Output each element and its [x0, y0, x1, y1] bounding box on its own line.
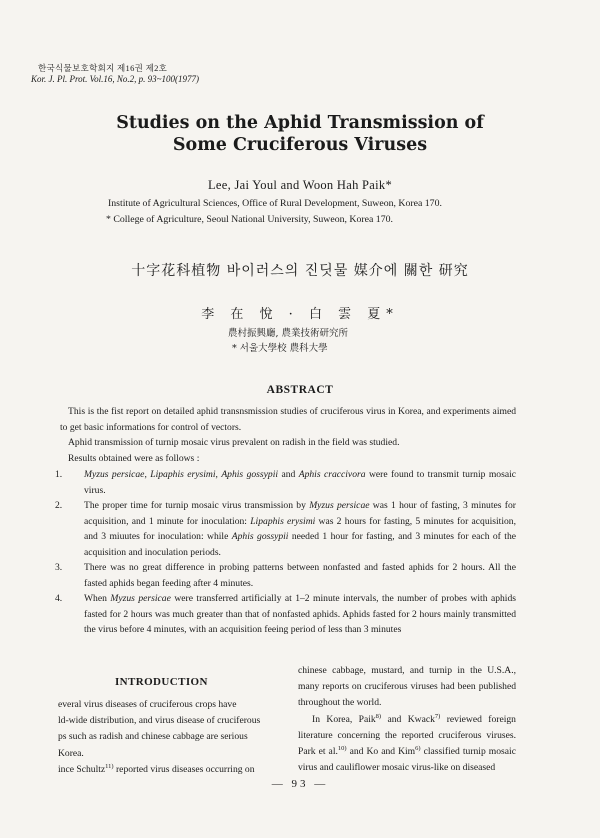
result-number: 2. [55, 500, 63, 511]
result-number: 1. [55, 469, 63, 480]
title-line-1: Studies on the Aphid Transmission of [116, 113, 484, 133]
text-segment: and Kwack [381, 713, 435, 725]
text-segment: There was no great difference in probing patterns between nonfasted and fasted aphids for 2 hours. All the fasted aphids began feeding after 4 minutes. [84, 562, 516, 589]
intro-left-line: ps such as radish and chinese cabbage are serious [58, 731, 248, 743]
text-segment: was 2 hours for fasting, 5 minutes for acquisition, and 3 miuutes for inoculation: while [84, 515, 516, 542]
intro-left-line: everal virus diseases of cruciferous crops have [58, 699, 237, 710]
journal-korean-header: 한국식물보호학회지 제16권 제2호 [38, 63, 168, 73]
page-number: — 93 — [271, 778, 329, 790]
text-segment: reported virus diseases occurring on [113, 763, 255, 775]
text-segment: The proper time for turnip mosaic virus transmission by [84, 500, 310, 511]
intro-left-column [58, 697, 280, 778]
intro-left-line: ld-wide distribution, and virus disease of cruciferous [58, 715, 261, 727]
species-name: Aphis craccivora [298, 469, 366, 480]
text-segment: In Korea, Paik [312, 713, 376, 725]
intro-left-line [58, 762, 280, 778]
citation-ref: 8) [375, 712, 382, 720]
affiliation-2: * College of Agriculture, Seoul National University, Suweon, Korea 170. [106, 214, 393, 225]
korean-authors: 李 在 悅 · 白 雲 夏* [201, 307, 399, 322]
citation-ref: 10) [337, 744, 347, 752]
intro-left-line: Korea. [58, 747, 84, 759]
affiliation-1: Institute of Agricultural Sciences, Office of Rural Development, Suweon, Korea 170. [108, 198, 442, 209]
text-segment: was 1 hour of fasting, 3 minutes for acquisition, and 1 minute for inoculation: [84, 500, 516, 527]
text-segment: were transferred artificially at 1–2 minute intervals, the number of probes with aphids fasted for 2 hours was much greater than that of nonfasted aphids. Aphids fasted for 2 hours mainly transmitted the virus before 4 minutes, with an acquisition feeing period of less than 3 minutes [84, 593, 517, 635]
species-name: Aphis gossypii [221, 469, 279, 480]
result-number: 3. [55, 562, 63, 573]
result-item-4 [55, 591, 516, 638]
result-number: 4. [55, 593, 63, 604]
species-name: Myzus persicae [84, 469, 145, 480]
result-item-1 [55, 467, 516, 498]
text-segment: ince Schultz [58, 763, 106, 775]
abstract-heading: ABSTRACT [266, 384, 334, 396]
introduction-heading: INTRODUCTION [115, 676, 208, 688]
korean-title: 十字花科植物 바이러스의 진딧물 媒介에 關한 研究 [131, 263, 469, 279]
journal-citation: Kor. J. Pl. Prot. Vol.16, No.2, p. 93~100(1977) [31, 74, 200, 84]
species-name: Myzus persicae [309, 500, 370, 511]
results-list [55, 467, 516, 638]
citation-ref: 6) [415, 744, 421, 752]
intro-right-paragraph-1: chinese cabbage, mustard, and turnip in the U.S.A., many reports on cruciferous viruses had been published throughout the world. [298, 665, 516, 709]
result-item-2 [55, 498, 516, 560]
text-segment: classified turnip mosaic virus and cauliflower mosaic virus-like on diseased [298, 746, 516, 774]
text-segment: When [84, 593, 111, 604]
species-name: Aphis gossypii [231, 531, 289, 542]
intro-right-column [298, 663, 516, 776]
abstract-paragraph-1: This is the fist report on detailed aphid transnsmission studies of cruciferous virus in Korea, and experiments aimed to get basic informations for control of vectors. [60, 406, 516, 433]
korean-affiliation-1: 農村振興廳, 農業技術研究所 [228, 328, 349, 339]
species-name: Lipaphis erysimi [150, 469, 216, 480]
result-item-3 [55, 560, 516, 591]
text-segment: and Ko and Kim [346, 746, 416, 758]
text-segment: , [215, 469, 222, 480]
text-segment: , [144, 469, 151, 480]
citation-ref: 7) [434, 712, 441, 720]
text-segment: and [278, 469, 299, 480]
species-name: Lipaphis erysimi [250, 515, 316, 527]
title-line-2: Some Cruciferous Viruses [172, 135, 428, 155]
paper-title [0, 112, 600, 156]
intro-right-paragraph-2 [298, 712, 516, 777]
abstract-paragraph-3: Results obtained were as follows : [68, 453, 200, 464]
text-segment: were found to transmit turnip mosaic virus. [84, 469, 517, 496]
text-segment: needed 1 hour for fasting, and 3 minutes for each of the acquisition and inoculation periods. [84, 531, 517, 558]
species-name: Myzus persicae [110, 593, 171, 604]
text-segment: reviewed foreign literature concerning the reported cruciferous viruses. Park et al. [298, 713, 516, 758]
citation-ref: 11) [105, 762, 114, 770]
abstract-paragraph-2: Aphid transmission of turnip mosaic virus prevalent on radish in the field was studied. [68, 437, 400, 448]
authors: Lee, Jai Youl and Woon Hah Paik* [207, 178, 393, 192]
korean-affiliation-2: * 서울大學校 農科大學 [232, 343, 328, 354]
